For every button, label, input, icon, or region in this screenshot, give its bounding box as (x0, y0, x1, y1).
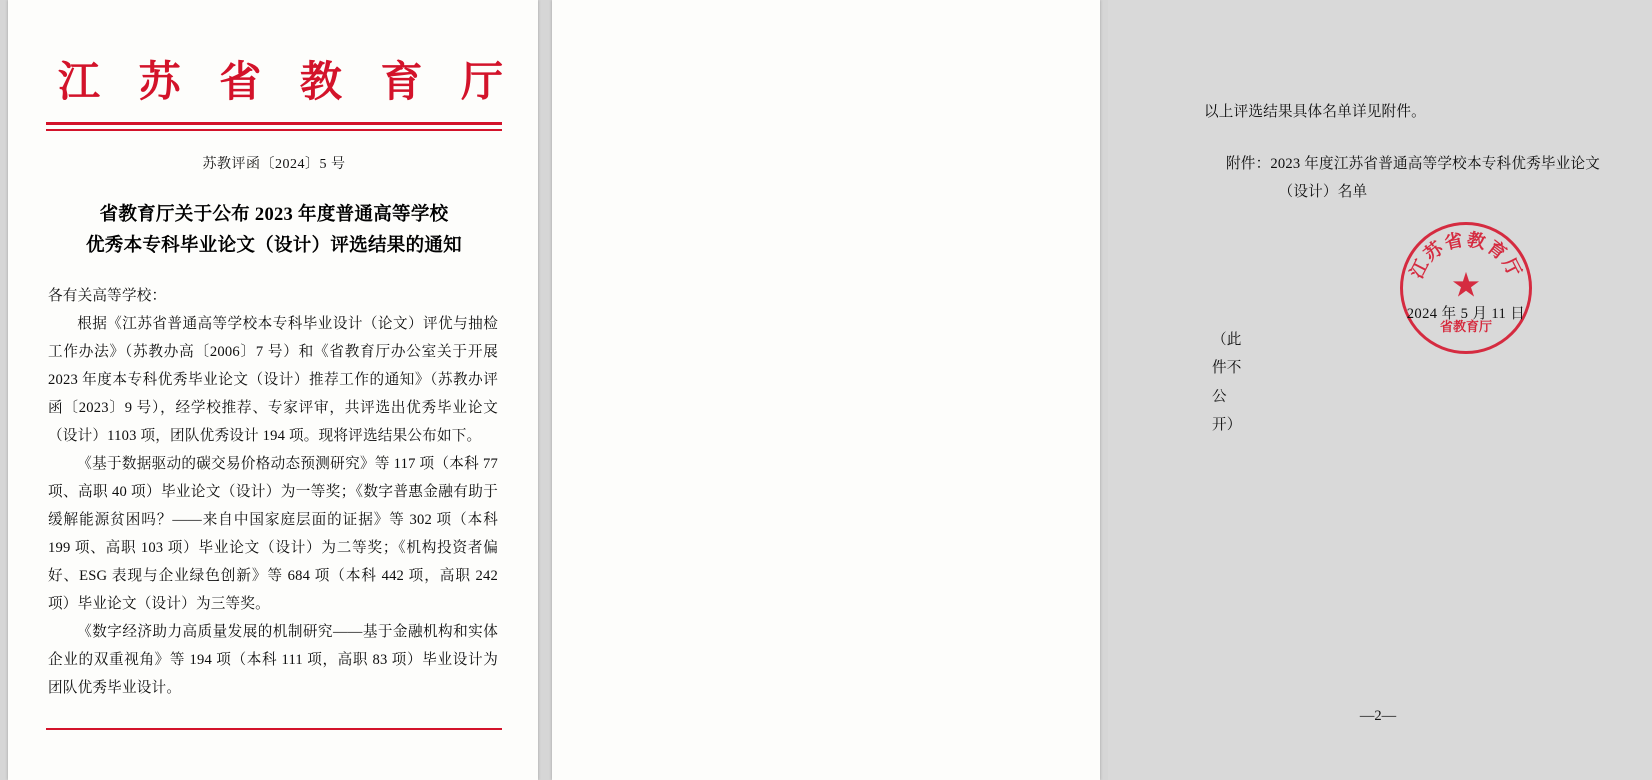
secrecy-note: （此件不公开） (1212, 332, 1242, 434)
body-paragraph-3: 《数字经济助力高质量发展的机制研究——基于金融机构和实体企业的双重视角》等 194 项（本科 111 项，高职 83 项）毕业设计为团队优秀毕业设计。 (48, 624, 498, 697)
seal-bottom-text: 省教育厅 (1439, 319, 1492, 334)
attachment-label: 附件： (1226, 156, 1271, 172)
document-page-right (552, 0, 1601, 780)
issuing-authority-title: 江 苏 省 教 育 厅 (58, 57, 516, 106)
document-page-left (8, 0, 538, 780)
document-title (58, 200, 490, 261)
masthead-rule-thick (46, 122, 502, 125)
masthead (46, 57, 516, 106)
attachment-line-1: 2023 年度江苏省普通高等学校本专科优秀毕业论文 (1270, 156, 1601, 172)
attachment-line-2: （设计）名单 (1278, 184, 1368, 201)
footer-rule (46, 728, 502, 730)
issue-date: 2024 年 5 月 11 日 (1406, 306, 1526, 322)
body-paragraph-2: 《基于数据驱动的碳交易价格动态预测研究》等 117 项（本科 77 项、高职 40 项）毕业论文（设计）为一等奖；《数字普惠金融有助于缓解能源贫困吗？——来自中国家庭层面的证据》等 302 项（本科 199 项、高职 103 项）毕业论文（设计）为二等奖；《机构投资者偏好、ESG 表现与企业绿色创新》等 684 项（本科 442 项，高职 242 项）毕业论文（设计）为三等奖。 (48, 456, 498, 613)
document-title-line-1: 省教育厅关于公布 2023 年度普通高等学校 (99, 205, 449, 225)
attachment-block (1226, 150, 1606, 207)
salutation: 各有关高等学校： (48, 288, 167, 304)
document-number: 苏教评函〔2024〕5 号 (202, 157, 346, 172)
document-title-line-2: 优秀本专科毕业论文（设计）评选结果的通知 (85, 235, 462, 256)
document-body (48, 282, 498, 702)
body-paragraph-1: 根据《江苏省普通高等学校本专科毕业设计（论文）评优与抽检工作办法》（苏教办高〔2006〕7 号）和《省教育厅办公室关于开展 2023 年度本专科优秀毕业论文（设计）推荐工作的通知》（苏教办评函〔2023〕9 号），经学校推荐、专家评审，共评选出优秀毕业论文（设计）1103 项，团队优秀设计 194 项。现将评选结果公布如下。 (48, 316, 498, 445)
results-note: 以上评选结果具体名单详见附件。 (1204, 104, 1426, 120)
svg-text:江苏省教育厅: 江苏省教育厅 (1406, 229, 1526, 283)
masthead-rule-thin (46, 129, 502, 131)
page-number: —2— (1359, 708, 1397, 724)
seal-star-icon: ★ (1450, 267, 1482, 305)
